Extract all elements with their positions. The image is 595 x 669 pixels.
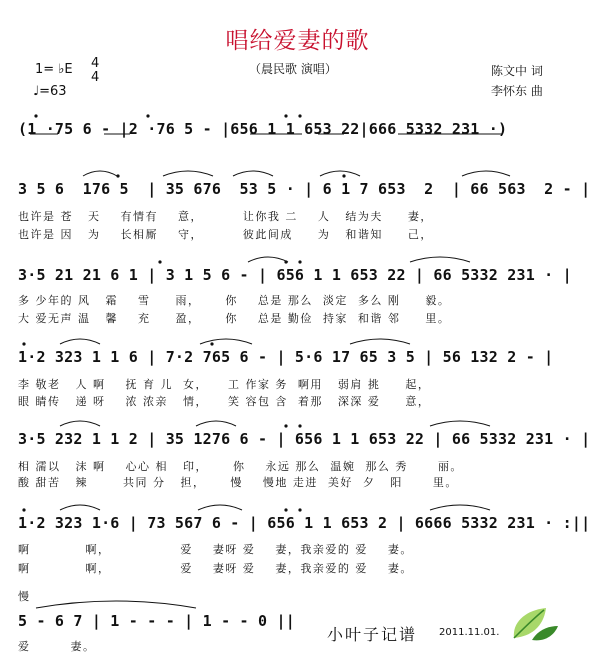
score-row-1-lyric-1: 也许是 苍 天 有情有 意， 让你我 二 人 结为夫 妻， xyxy=(18,210,433,223)
tie-arc xyxy=(320,171,360,176)
tie-arc xyxy=(462,171,510,176)
score-row-3-notes: 1·2 323 1 1 6 | 7·2 765 6 - | 5·6 17 65 3 5 | 56 132 2 - | xyxy=(18,348,554,366)
tea-leaf-icon xyxy=(508,604,560,644)
tie-arc xyxy=(430,505,490,510)
score-row-5-lyric-2: 啊 啊， 爱 妻呀 爱 妻，我亲爱的 爱 妻。 xyxy=(18,562,413,575)
transcriber-signature: 小叶子记谱 xyxy=(327,625,418,644)
octave-dot xyxy=(22,508,25,511)
time-signature-bottom: 4 xyxy=(91,70,100,85)
octave-dot xyxy=(298,424,301,427)
score-row-2-lyric-2: 大 爱无声 温 馨 充 盈， 你 总是 勤俭 持家 和谐 邻 里。 xyxy=(18,312,451,325)
composer-credit: 李怀东 曲 xyxy=(491,84,543,98)
octave-dot xyxy=(284,260,287,263)
tie-arc xyxy=(198,505,242,510)
octave-dot xyxy=(116,174,119,177)
octave-dot xyxy=(284,508,287,511)
score-row-2-notes: 3·5 21 21 6 1 | 3 1 5 6 - | 656 1 1 653 22 | 66 5332 231 · | xyxy=(18,266,572,284)
octave-dot xyxy=(342,174,345,177)
ending-lyric: 爱 妻。 xyxy=(18,640,96,653)
score-row-4-lyric-2: 酸 甜苦 辣 共同 分 担， 慢 慢地 走进 美好 夕 阳 里。 xyxy=(18,476,458,489)
score-row-3-lyric-2: 眼 睛传 递 呀 浓 浓亲 情， 笑 容包 含 着那 深深 爱 意， xyxy=(18,395,431,408)
tempo-slow-mark: 慢 xyxy=(18,590,29,603)
score-row-5-notes: 1·2 323 1·6 | 73 567 6 - | 656 1 1 653 2 | 6666 5332 231 · :|| xyxy=(18,514,591,532)
octave-dot xyxy=(298,260,301,263)
octave-dot xyxy=(34,114,37,117)
tie-arc xyxy=(248,257,288,262)
tie-arc xyxy=(60,339,100,344)
score-row-3-lyric-1: 李 敬老 人 啊 抚 育 儿 女， 工 作家 务 啊用 弱肩 挑 起， xyxy=(18,378,431,391)
tempo-marking: ♩=63 xyxy=(33,84,67,99)
transcription-date: 2011.11.01. xyxy=(439,627,500,638)
octave-dot xyxy=(22,342,25,345)
tie-arc xyxy=(60,505,100,510)
tie-arc xyxy=(233,171,273,176)
performer-note: （晨民歌 演唱） xyxy=(249,62,337,76)
octave-dot xyxy=(298,114,301,117)
score-row-4-lyric-1: 相 濡以 沫 啊 心心 相 印， 你 永远 那么 温婉 那么 秀 丽。 xyxy=(18,460,463,473)
tie-arc xyxy=(36,601,196,608)
tie-arc xyxy=(350,339,410,344)
octave-dot xyxy=(158,260,161,263)
score-row-5-lyric-1: 啊 啊， 爱 妻呀 爱 妻，我亲爱的 爱 妻。 xyxy=(18,543,413,556)
score-row-4-notes: 3·5 232 1 1 2 | 35 1276 6 - | 656 1 1 653 22 | 66 5332 231 · | xyxy=(18,430,591,448)
octave-dot xyxy=(146,114,149,117)
tie-arc xyxy=(196,421,236,426)
song-title: 唱给爱妻的歌 xyxy=(225,28,370,54)
tie-arc xyxy=(200,339,252,344)
tie-arc xyxy=(83,171,117,176)
time-signature-top: 4 xyxy=(91,56,100,71)
score-row-1-lyric-2: 也许是 因 为 长相厮 守， 彼此间成 为 和谐知 己， xyxy=(18,228,433,241)
tie-arc xyxy=(60,421,100,426)
octave-dot xyxy=(284,424,287,427)
key-signature: 1= ♭E xyxy=(35,62,73,77)
octave-dot xyxy=(284,114,287,117)
tie-arc xyxy=(410,257,470,262)
score-row-1-notes: 3 5 6 176 5 | 35 676 53 5 · | 6 1 7 653 2 | 66 563 2 - | xyxy=(18,180,591,198)
tie-arc xyxy=(163,171,213,176)
ending-notes: 5 - 6 7 | 1 - - - | 1 - - 0 || xyxy=(18,612,295,630)
octave-dot xyxy=(210,342,213,345)
lyricist-credit: 陈文中 词 xyxy=(491,64,543,78)
score-row-2-lyric-1: 多 少年的 风 霜 雪 雨， 你 总是 那么 淡定 多么 刚 毅。 xyxy=(18,294,451,307)
tie-arc xyxy=(430,421,490,426)
octave-dot xyxy=(298,508,301,511)
intro-measure-line: (1 ·75 6 - |2 ·76 5 - |656 1 1 653 22|666 5332 231 ·) xyxy=(18,120,508,138)
